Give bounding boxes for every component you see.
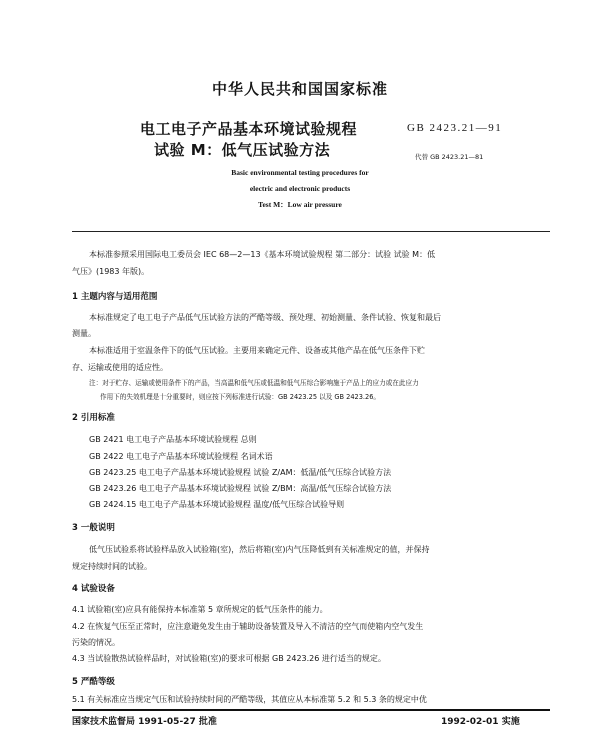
header-divider — [72, 231, 550, 232]
reference-item: GB 2423.26 电工电子产品基本环境试验规程 试验 Z/BM：高温/低气压综合试验方法 — [89, 484, 392, 493]
standard-title-line1: 电工电子产品基本环境试验规程 — [140, 120, 358, 138]
reference-item: GB 2422 电工电子产品基本环境试验规程 名词术语 — [89, 452, 273, 461]
english-title-line1: Basic environmental testing procedures for — [231, 168, 369, 177]
section-3-line1: 低气压试验系将试验样品放入试验箱(室)，然后将箱(室)内气压降低到有关标准规定的值，并保持 — [89, 545, 430, 554]
implementation-date: 1992-02-01 实施 — [441, 717, 520, 727]
clause-4-3: 4.3 当试验散热试验样品时，对试验箱(室)的要求可根据 GB 2423.26 进行适当的规定。 — [72, 654, 386, 663]
reference-item: GB 2421 电工电子产品基本环境试验规程 总则 — [89, 435, 257, 444]
section-1-heading: 1 主题内容与适用范围 — [72, 292, 158, 302]
footer-divider — [72, 709, 550, 711]
clause-5-1: 5.1 有关标准应当规定气压和试验持续时间的严酷等级，其值应从本标准第 5.2 和 5.3 条的规定中优 — [72, 695, 427, 704]
approval-note: 国家技术监督局 1991-05-27 批准 — [72, 717, 217, 727]
intro-line2: 气压》(1983 年版)。 — [72, 267, 150, 276]
section-5-heading: 5 严酷等级 — [72, 677, 115, 687]
reference-item: GB 2424.15 电工电子产品基本环境试验规程 温度/低气压综合试验导则 — [89, 500, 345, 509]
section-2-heading: 2 引用标准 — [72, 413, 115, 423]
clause-4-2-line2: 污染的情况。 — [72, 638, 120, 647]
reference-item: GB 2423.25 电工电子产品基本环境试验规程 试验 Z/AM：低温/低气压综合试验方法 — [89, 468, 392, 477]
section-3-heading: 3 一般说明 — [72, 523, 115, 533]
section-1-para2-line1: 本标准适用于室温条件下的低气压试验。主要用来确定元件、设备或其他产品在低气压条件下贮 — [89, 346, 425, 355]
issuing-authority: 中华人民共和国国家标准 — [211, 80, 388, 98]
section-1-para1-line1: 本标准规定了电工电子产品低气压试验方法的严酷等级、预处理、初始测量、条件试验、恢复和最后 — [89, 313, 441, 322]
section-1-note-line2: 作用下的失效机理是十分重要时，则应按下列标准进行试验：GB 2423.25 以及 GB 2423.26。 — [100, 393, 380, 401]
section-1-note-line1: 注：对于贮存、运输或使用条件下的产品，当高温和低气压或低温和低气压综合影响施于产品上的应力或在此应力 — [89, 379, 419, 387]
english-title-line2: electric and electronic products — [249, 184, 351, 193]
clause-4-2-line1: 4.2 在恢复气压至正常时，应注意避免发生由于辅助设备装置及导入不清洁的空气而使箱内空气发生 — [72, 622, 424, 631]
standard-number: GB 2423.21—91 — [407, 122, 503, 134]
replaces-note: 代替 GB 2423.21—81 — [415, 153, 484, 161]
english-title-line3: Test M：Low air pressure — [258, 200, 342, 209]
section-1-para1-line2: 测量。 — [72, 329, 96, 338]
clause-4-1: 4.1 试验箱(室)应具有能保持本标准第 5 章所规定的低气压条件的能力。 — [72, 605, 328, 614]
section-4-heading: 4 试验设备 — [72, 584, 115, 594]
section-1-para2-line2: 存、运输或使用的适应性。 — [72, 363, 168, 372]
intro-line1: 本标准参照采用国际电工委员会 IEC 68—2—13《基本环境试验规程 第二部分：试验 试验 M：低 — [89, 250, 436, 259]
section-3-line2: 规定持续时间的试验。 — [72, 562, 152, 571]
standard-title-line2: 试验 M：低气压试验方法 — [154, 141, 331, 159]
